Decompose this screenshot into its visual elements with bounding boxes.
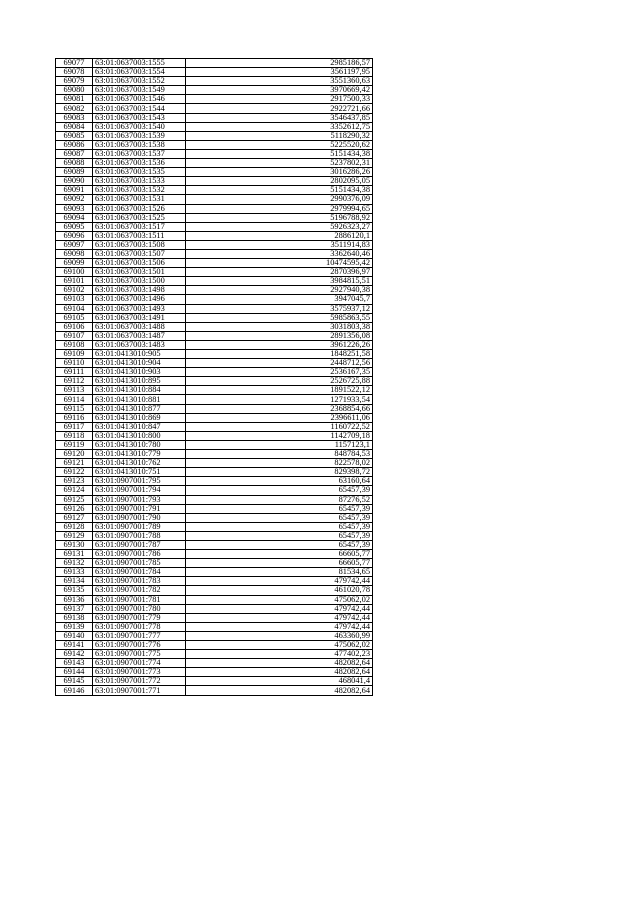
value-cell: 65457,39	[186, 513, 373, 522]
cadastral-number-cell: 63:01:0907001:791	[93, 504, 186, 513]
table-row	[56, 504, 373, 513]
row-number-cell: 69107	[56, 331, 93, 340]
cadastral-number-cell: 63:01:0907001:772	[93, 677, 186, 686]
table-row	[56, 559, 373, 568]
table-row	[56, 486, 373, 495]
table-row	[56, 650, 373, 659]
table-row	[56, 222, 373, 231]
cadastral-number-cell: 63:01:0907001:793	[93, 495, 186, 504]
value-cell: 5225520,62	[186, 140, 373, 149]
value-cell: 3362640,46	[186, 249, 373, 258]
table-row	[56, 259, 373, 268]
cadastral-number-cell: 63:01:0637003:1508	[93, 240, 186, 249]
table-row	[56, 677, 373, 686]
value-cell: 10474595,42	[186, 259, 373, 268]
value-cell: 479742,44	[186, 604, 373, 613]
value-cell: 1891522,12	[186, 386, 373, 395]
row-number-cell: 69133	[56, 568, 93, 577]
value-cell: 87276,52	[186, 495, 373, 504]
table-row	[56, 550, 373, 559]
cadastral-number-cell: 63:01:0637003:1546	[93, 95, 186, 104]
cadastral-number-cell: 63:01:0637003:1535	[93, 168, 186, 177]
cadastral-number-cell: 63:01:0907001:775	[93, 650, 186, 659]
row-number-cell: 69126	[56, 504, 93, 513]
cadastral-number-cell: 63:01:0637003:1536	[93, 159, 186, 168]
row-number-cell: 69113	[56, 386, 93, 395]
cadastral-number-cell: 63:01:0637003:1487	[93, 331, 186, 340]
table-row	[56, 377, 373, 386]
cadastral-number-cell: 63:01:0637003:1511	[93, 231, 186, 240]
cadastral-number-cell: 63:01:0637003:1493	[93, 304, 186, 313]
cadastral-number-cell: 63:01:0637003:1507	[93, 249, 186, 258]
row-number-cell: 69094	[56, 213, 93, 222]
row-number-cell: 69092	[56, 195, 93, 204]
value-cell: 479742,44	[186, 577, 373, 586]
row-number-cell: 69112	[56, 377, 93, 386]
value-cell: 2985186,57	[186, 59, 373, 68]
cadastral-number-cell: 63:01:0907001:788	[93, 531, 186, 540]
cadastral-number-cell: 63:01:0637003:1544	[93, 104, 186, 113]
cadastral-number-cell: 63:01:0907001:777	[93, 631, 186, 640]
table-row	[56, 577, 373, 586]
table-row	[56, 659, 373, 668]
row-number-cell: 69114	[56, 395, 93, 404]
table-row	[56, 68, 373, 77]
table-row	[56, 440, 373, 449]
table-row	[56, 322, 373, 331]
cadastral-number-cell: 63:01:0413010:779	[93, 450, 186, 459]
row-number-cell: 69090	[56, 177, 93, 186]
value-cell: 3561197,95	[186, 68, 373, 77]
value-cell: 81534,65	[186, 568, 373, 577]
row-number-cell: 69098	[56, 249, 93, 258]
cadastral-number-cell: 63:01:0637003:1538	[93, 140, 186, 149]
row-number-cell: 69139	[56, 622, 93, 631]
table-row	[56, 77, 373, 86]
cadastral-number-cell: 63:01:0907001:784	[93, 568, 186, 577]
row-number-cell: 69124	[56, 486, 93, 495]
value-cell: 66605,77	[186, 559, 373, 568]
value-cell: 66605,77	[186, 550, 373, 559]
value-cell: 5926323,27	[186, 222, 373, 231]
table-row	[56, 468, 373, 477]
row-number-cell: 69078	[56, 68, 93, 77]
row-number-cell: 69138	[56, 613, 93, 622]
table-row	[56, 540, 373, 549]
row-number-cell: 69111	[56, 368, 93, 377]
cadastral-number-cell: 63:01:0907001:778	[93, 622, 186, 631]
cadastral-number-cell: 63:01:0907001:782	[93, 586, 186, 595]
value-cell: 2396611,06	[186, 413, 373, 422]
cadastral-number-cell: 63:01:0907001:783	[93, 577, 186, 586]
value-cell: 461020,78	[186, 586, 373, 595]
cadastral-number-cell: 63:01:0637003:1539	[93, 131, 186, 140]
value-cell: 65457,39	[186, 531, 373, 540]
table-row	[56, 295, 373, 304]
value-cell: 482082,64	[186, 668, 373, 677]
row-number-cell: 69079	[56, 77, 93, 86]
table-row	[56, 168, 373, 177]
row-number-cell: 69110	[56, 359, 93, 368]
cadastral-number-cell: 63:01:0637003:1525	[93, 213, 186, 222]
value-cell: 1848251,58	[186, 350, 373, 359]
table-row	[56, 631, 373, 640]
value-cell: 463360,99	[186, 631, 373, 640]
table-row	[56, 413, 373, 422]
value-cell: 63160,64	[186, 477, 373, 486]
cadastral-number-cell: 63:01:0637003:1500	[93, 277, 186, 286]
table-row	[56, 149, 373, 158]
value-cell: 1142709,18	[186, 431, 373, 440]
table-row	[56, 613, 373, 622]
cadastral-number-cell: 63:01:0907001:774	[93, 659, 186, 668]
cadastral-number-cell: 63:01:0637003:1532	[93, 186, 186, 195]
row-number-cell: 69122	[56, 468, 93, 477]
row-number-cell: 69088	[56, 159, 93, 168]
table-row	[56, 531, 373, 540]
value-cell: 5151434,38	[186, 186, 373, 195]
value-cell: 2922721,66	[186, 104, 373, 113]
table-row	[56, 113, 373, 122]
value-cell: 2990376,09	[186, 195, 373, 204]
cadastral-number-cell: 63:01:0413010:877	[93, 404, 186, 413]
cadastral-number-cell: 63:01:0413010:762	[93, 459, 186, 468]
table-row	[56, 368, 373, 377]
value-cell: 2526725,88	[186, 377, 373, 386]
row-number-cell: 69087	[56, 149, 93, 158]
row-number-cell: 69105	[56, 313, 93, 322]
row-number-cell: 69134	[56, 577, 93, 586]
row-number-cell: 69104	[56, 304, 93, 313]
row-number-cell: 69130	[56, 540, 93, 549]
row-number-cell: 69091	[56, 186, 93, 195]
cadastral-number-cell: 63:01:0413010:800	[93, 431, 186, 440]
cadastral-number-cell: 63:01:0637003:1488	[93, 322, 186, 331]
row-number-cell: 69141	[56, 641, 93, 650]
cadastral-value-table	[55, 58, 373, 696]
cadastral-number-cell: 63:01:0907001:794	[93, 486, 186, 495]
row-number-cell: 69132	[56, 559, 93, 568]
table-row	[56, 313, 373, 322]
table-row	[56, 622, 373, 631]
value-cell: 1157123,1	[186, 440, 373, 449]
value-cell: 822578,02	[186, 459, 373, 468]
table-row	[56, 195, 373, 204]
table-row	[56, 122, 373, 131]
cadastral-number-cell: 63:01:0907001:771	[93, 686, 186, 695]
value-cell: 475062,02	[186, 595, 373, 604]
cadastral-number-cell: 63:01:0637003:1496	[93, 295, 186, 304]
table-row	[56, 268, 373, 277]
table-row	[56, 59, 373, 68]
cadastral-number-cell: 63:01:0637003:1549	[93, 86, 186, 95]
row-number-cell: 69127	[56, 513, 93, 522]
table-row	[56, 641, 373, 650]
cadastral-number-cell: 63:01:0637003:1498	[93, 286, 186, 295]
table-row	[56, 459, 373, 468]
cadastral-number-cell: 63:01:0637003:1517	[93, 222, 186, 231]
row-number-cell: 69144	[56, 668, 93, 677]
cadastral-number-cell: 63:01:0907001:781	[93, 595, 186, 604]
table-row	[56, 686, 373, 695]
value-cell: 3546437,85	[186, 113, 373, 122]
row-number-cell: 69099	[56, 259, 93, 268]
table-row	[56, 331, 373, 340]
row-number-cell: 69097	[56, 240, 93, 249]
row-number-cell: 69115	[56, 404, 93, 413]
cadastral-number-cell: 63:01:0413010:869	[93, 413, 186, 422]
table-row	[56, 131, 373, 140]
cadastral-number-cell: 63:01:0637003:1491	[93, 313, 186, 322]
value-cell: 475062,02	[186, 641, 373, 650]
row-number-cell: 69118	[56, 431, 93, 440]
table-row	[56, 286, 373, 295]
row-number-cell: 69102	[56, 286, 93, 295]
value-cell: 65457,39	[186, 522, 373, 531]
table-row	[56, 231, 373, 240]
row-number-cell: 69128	[56, 522, 93, 531]
row-number-cell: 69106	[56, 322, 93, 331]
table-row	[56, 177, 373, 186]
table-row	[56, 495, 373, 504]
row-number-cell: 69101	[56, 277, 93, 286]
row-number-cell: 69146	[56, 686, 93, 695]
row-number-cell: 69143	[56, 659, 93, 668]
table-row	[56, 386, 373, 395]
cadastral-number-cell: 63:01:0413010:904	[93, 359, 186, 368]
value-cell: 2802095,05	[186, 177, 373, 186]
cadastral-number-cell: 63:01:0907001:790	[93, 513, 186, 522]
row-number-cell: 69121	[56, 459, 93, 468]
cadastral-number-cell: 63:01:0637003:1506	[93, 259, 186, 268]
row-number-cell: 69081	[56, 95, 93, 104]
table-row	[56, 604, 373, 613]
row-number-cell: 69089	[56, 168, 93, 177]
value-cell: 3511914,83	[186, 240, 373, 249]
row-number-cell: 69123	[56, 477, 93, 486]
table-row	[56, 159, 373, 168]
row-number-cell: 69145	[56, 677, 93, 686]
value-cell: 65457,39	[186, 486, 373, 495]
cadastral-number-cell: 63:01:0413010:905	[93, 350, 186, 359]
value-cell: 3575937,12	[186, 304, 373, 313]
value-cell: 2979994,65	[186, 204, 373, 213]
value-cell: 3352612,75	[186, 122, 373, 131]
row-number-cell: 69129	[56, 531, 93, 540]
value-cell: 2886120,1	[186, 231, 373, 240]
row-number-cell: 69119	[56, 440, 93, 449]
table-row	[56, 240, 373, 249]
row-number-cell: 69136	[56, 595, 93, 604]
value-cell: 5196788,92	[186, 213, 373, 222]
cadastral-number-cell: 63:01:0637003:1540	[93, 122, 186, 131]
row-number-cell: 69086	[56, 140, 93, 149]
value-cell: 477402,23	[186, 650, 373, 659]
table-row	[56, 477, 373, 486]
row-number-cell: 69140	[56, 631, 93, 640]
value-cell: 2368854,66	[186, 404, 373, 413]
row-number-cell: 69080	[56, 86, 93, 95]
row-number-cell: 69108	[56, 340, 93, 349]
cadastral-number-cell: 63:01:0637003:1552	[93, 77, 186, 86]
cadastral-number-cell: 63:01:0637003:1483	[93, 340, 186, 349]
table-row	[56, 395, 373, 404]
table-row	[56, 140, 373, 149]
cadastral-number-cell: 63:01:0413010:884	[93, 386, 186, 395]
value-cell: 3551360,63	[186, 77, 373, 86]
table-row	[56, 304, 373, 313]
cadastral-number-cell: 63:01:0413010:895	[93, 377, 186, 386]
row-number-cell: 69135	[56, 586, 93, 595]
value-cell: 3031803,38	[186, 322, 373, 331]
value-cell: 3947045,7	[186, 295, 373, 304]
value-cell: 829398,72	[186, 468, 373, 477]
cadastral-number-cell: 63:01:0907001:785	[93, 559, 186, 568]
table-row	[56, 213, 373, 222]
row-number-cell: 69142	[56, 650, 93, 659]
cadastral-number-cell: 63:01:0413010:847	[93, 422, 186, 431]
row-number-cell: 69100	[56, 268, 93, 277]
value-cell: 482082,64	[186, 686, 373, 695]
cadastral-number-cell: 63:01:0907001:780	[93, 604, 186, 613]
table-row	[56, 249, 373, 258]
row-number-cell: 69125	[56, 495, 93, 504]
value-cell: 3970669,42	[186, 86, 373, 95]
value-cell: 1160722,52	[186, 422, 373, 431]
table-row	[56, 404, 373, 413]
row-number-cell: 69120	[56, 450, 93, 459]
table-body	[56, 59, 373, 696]
cadastral-number-cell: 63:01:0637003:1555	[93, 59, 186, 68]
table-row	[56, 568, 373, 577]
cadastral-number-cell: 63:01:0413010:751	[93, 468, 186, 477]
value-cell: 3961226,26	[186, 340, 373, 349]
table-row	[56, 186, 373, 195]
value-cell: 2927940,38	[186, 286, 373, 295]
value-cell: 2891356,08	[186, 331, 373, 340]
table-row	[56, 595, 373, 604]
row-number-cell: 69083	[56, 113, 93, 122]
value-cell: 5118290,32	[186, 131, 373, 140]
row-number-cell: 69082	[56, 104, 93, 113]
cadastral-number-cell: 63:01:0907001:787	[93, 540, 186, 549]
value-cell: 2870396,97	[186, 268, 373, 277]
row-number-cell: 69103	[56, 295, 93, 304]
table-row	[56, 450, 373, 459]
cadastral-number-cell: 63:01:0637003:1526	[93, 204, 186, 213]
cadastral-number-cell: 63:01:0907001:773	[93, 668, 186, 677]
value-cell: 5985863,55	[186, 313, 373, 322]
cadastral-number-cell: 63:01:0637003:1531	[93, 195, 186, 204]
row-number-cell: 69085	[56, 131, 93, 140]
value-cell: 3984815,51	[186, 277, 373, 286]
cadastral-number-cell: 63:01:0413010:903	[93, 368, 186, 377]
table-row	[56, 586, 373, 595]
value-cell: 482082,64	[186, 659, 373, 668]
table-row	[56, 522, 373, 531]
value-cell: 65457,39	[186, 504, 373, 513]
table-row	[56, 340, 373, 349]
value-cell: 468041,4	[186, 677, 373, 686]
value-cell: 5237802,31	[186, 159, 373, 168]
value-cell: 5151434,38	[186, 149, 373, 158]
cadastral-number-cell: 63:01:0907001:786	[93, 550, 186, 559]
row-number-cell: 69095	[56, 222, 93, 231]
value-cell: 1271933,54	[186, 395, 373, 404]
value-cell: 65457,39	[186, 540, 373, 549]
value-cell: 2917500,33	[186, 95, 373, 104]
table-row	[56, 95, 373, 104]
cadastral-number-cell: 63:01:0637003:1554	[93, 68, 186, 77]
cadastral-number-cell: 63:01:0413010:881	[93, 395, 186, 404]
table-row	[56, 668, 373, 677]
row-number-cell: 69137	[56, 604, 93, 613]
table-row	[56, 86, 373, 95]
table-row	[56, 422, 373, 431]
row-number-cell: 69117	[56, 422, 93, 431]
cadastral-number-cell: 63:01:0637003:1537	[93, 149, 186, 158]
row-number-cell: 69131	[56, 550, 93, 559]
value-cell: 2448712,56	[186, 359, 373, 368]
table-row	[56, 431, 373, 440]
row-number-cell: 69116	[56, 413, 93, 422]
table-row	[56, 104, 373, 113]
row-number-cell: 69109	[56, 350, 93, 359]
row-number-cell: 69077	[56, 59, 93, 68]
cadastral-number-cell: 63:01:0637003:1533	[93, 177, 186, 186]
cadastral-number-cell: 63:01:0907001:776	[93, 641, 186, 650]
cadastral-number-cell: 63:01:0637003:1543	[93, 113, 186, 122]
table-row	[56, 277, 373, 286]
table-row	[56, 359, 373, 368]
value-cell: 2536167,35	[186, 368, 373, 377]
value-cell: 848784,53	[186, 450, 373, 459]
cadastral-number-cell: 63:01:0907001:795	[93, 477, 186, 486]
table-row	[56, 350, 373, 359]
cadastral-number-cell: 63:01:0907001:789	[93, 522, 186, 531]
value-cell: 3016286,26	[186, 168, 373, 177]
value-cell: 479742,44	[186, 622, 373, 631]
row-number-cell: 69093	[56, 204, 93, 213]
cadastral-number-cell: 63:01:0637003:1501	[93, 268, 186, 277]
cadastral-number-cell: 63:01:0413010:780	[93, 440, 186, 449]
table-row	[56, 513, 373, 522]
table-row	[56, 204, 373, 213]
row-number-cell: 69084	[56, 122, 93, 131]
cadastral-number-cell: 63:01:0907001:779	[93, 613, 186, 622]
value-cell: 479742,44	[186, 613, 373, 622]
row-number-cell: 69096	[56, 231, 93, 240]
